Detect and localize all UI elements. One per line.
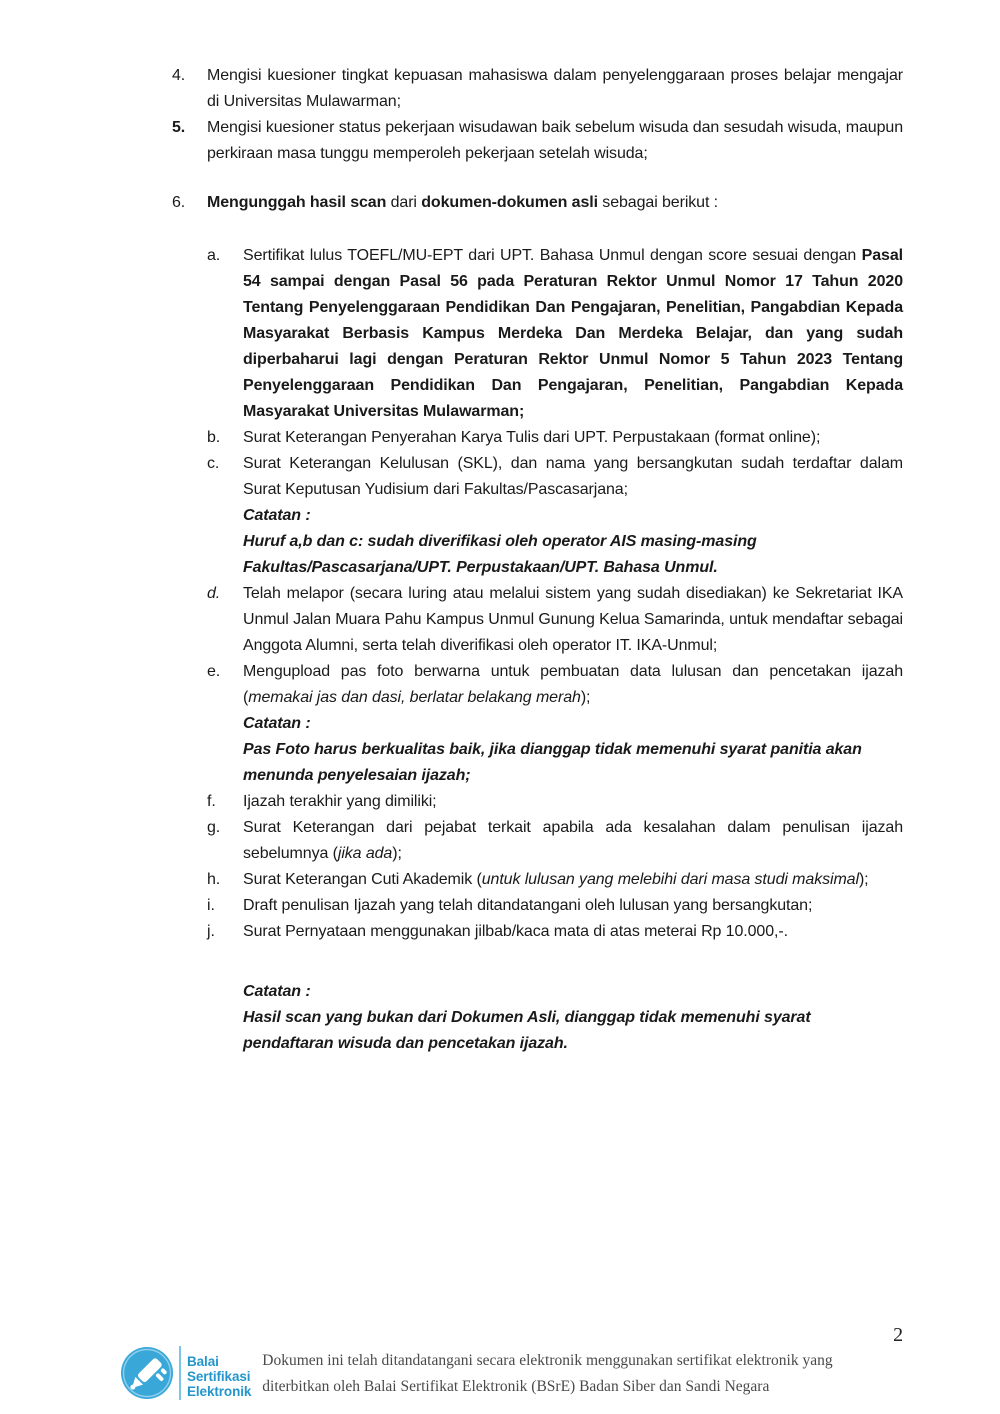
logo-separator <box>179 1346 181 1400</box>
numbered-item-marker: 4. <box>172 67 186 84</box>
text-run: memakai jas dan dasi, berlatar belakang merah <box>248 689 581 706</box>
lettered-sub-list <box>207 243 903 945</box>
text-run: Ijazah terakhir yang dimiliki; <box>243 793 437 810</box>
bsre-logo-line2: Sertifikasi <box>187 1368 251 1384</box>
closing-note-body: Hasil scan yang bukan dari Dokumen Asli, dianggap tidak memenuhi syarat pendaftaran wisuda dan pencetakan ijazah. <box>243 1009 811 1052</box>
text-run: Telah melapor (secara luring atau melalui sistem yang sudah disediakan) ke Sekretariat IKA Unmul Jalan Muara Pahu Kampus Unmul Gunung Kelua Samarinda, untuk mendaftar sebagai Anggota Alumni, serta telah diverifikasi oleh operator IT. IKA-Unmul; <box>243 585 903 654</box>
text-run: Surat Keterangan Cuti Akademik ( <box>243 871 482 888</box>
lettered-item <box>207 581 903 659</box>
lettered-item-marker: a. <box>207 247 221 264</box>
lettered-item-content <box>243 243 903 425</box>
numbered-item <box>172 115 903 167</box>
lettered-item-content <box>243 425 903 451</box>
text-run: jika ada <box>337 845 393 862</box>
electronic-signature-notice: Dokumen ini telah ditandatangani secara elektronik menggunakan sertifikat elektronik yang diterbitkan oleh Balai Sertifikat Elektronik (BSrE) Badan Siber dan Sandi Negara <box>262 1352 833 1395</box>
bsre-logo-line3: Elektronik <box>187 1383 252 1399</box>
numbered-item <box>172 63 903 115</box>
lettered-item-marker: j. <box>207 923 215 940</box>
text-run: Pasal 54 sampai dengan Pasal 56 pada Peraturan Rektor Unmul Nomor 17 Tahun 2020 Tentang Penyelenggaraan Pendidikan Dan Pengajaran, Penelitian, Pangabdian Kepada Masyarakat Berbasis Kampus Merdeka Dan Merdeka Belajar, dan yang sudah diperbaharui lagi dengan Peraturan Rektor Unmul Nomor 5 Tahun 2023 Tentang Penyelenggaraan Pendidikan Dan Pengajaran, Penelitian, Pangabdian Kepada Masyarakat Universitas Mulawarman; <box>243 247 903 420</box>
footer <box>120 1346 903 1400</box>
lettered-item-content <box>243 867 903 893</box>
text-run: Mengupload pas foto berwarna untuk pembuatan data lulusan dan pencetakan ijazah ( <box>243 663 903 706</box>
text-run: sebagai berikut : <box>597 194 719 211</box>
numbered-item-content <box>207 115 903 167</box>
text-run: Draft penulisan Ijazah yang telah ditandatangani oleh lulusan yang bersangkutan; <box>243 897 813 914</box>
lettered-item <box>207 451 903 581</box>
numbered-item-marker: 5. <box>172 119 186 136</box>
bsre-pen-icon <box>120 1346 174 1400</box>
lettered-item-marker: d. <box>207 585 221 602</box>
lettered-item-marker: g. <box>207 819 221 836</box>
page-number: 2 <box>893 1324 903 1346</box>
bsre-logo <box>120 1346 251 1400</box>
lettered-item-content <box>243 581 903 659</box>
bsre-logo-text <box>187 1348 251 1399</box>
text-run: Sertifikat lulus TOEFL/MU-EPT dari UPT. Bahasa Unmul dengan score sesuai dengan <box>243 247 862 264</box>
lettered-item <box>207 893 903 919</box>
lettered-item-marker: h. <box>207 871 221 888</box>
lettered-item <box>207 425 903 451</box>
text-run: Mengisi kuesioner status pekerjaan wisudawan baik sebelum wisuda dan sesudah wisuda, maupun perkiraan masa tunggu memperoleh pekerjaan setelah wisuda; <box>207 119 903 162</box>
lettered-item <box>207 919 903 945</box>
text-run: dokumen-dokumen asli <box>421 194 598 211</box>
lettered-item-marker: b. <box>207 429 221 446</box>
lettered-item-marker: c. <box>207 455 220 472</box>
lettered-item-content <box>243 893 903 919</box>
numbered-item-marker: 6. <box>172 194 186 211</box>
text-run: Mengisi kuesioner tingkat kepuasan mahasiswa dalam penyelenggaraan proses belajar mengajar di Universitas Mulawarman; <box>207 67 903 110</box>
document-body <box>172 63 903 1057</box>
numbered-item-content <box>207 190 903 216</box>
text-run: ); <box>858 871 869 888</box>
text-run: Surat Pernyataan menggunakan jilbab/kaca mata di atas meterai Rp 10.000,-. <box>243 923 788 940</box>
bsre-logo-line1: Balai <box>187 1353 219 1369</box>
text-run: Surat Keterangan Penyerahan Karya Tulis dari UPT. Perpustakaan (format online); <box>243 429 821 446</box>
text-run: Mengunggah hasil scan <box>207 194 387 211</box>
note-line: Pas Foto harus berkualitas baik, jika dianggap tidak memenuhi syarat panitia akan menunda penyelesaian ijazah; <box>243 741 862 784</box>
lettered-item-marker: f. <box>207 793 216 810</box>
lettered-item <box>207 659 903 789</box>
lettered-item-marker: i. <box>207 897 215 914</box>
note-line: Catatan : <box>243 507 311 524</box>
numbered-item <box>172 190 903 216</box>
lettered-item <box>207 867 903 893</box>
lettered-item-marker: e. <box>207 663 221 680</box>
lettered-item <box>207 243 903 425</box>
lettered-item-content <box>243 789 903 815</box>
lettered-item-content <box>243 659 903 789</box>
text-run: Surat Keterangan Kelulusan (SKL), dan nama yang bersangkutan sudah terdaftar dalam Surat Keputusan Yudisium dari Fakultas/Pascasarjana; <box>243 455 903 498</box>
lettered-item <box>207 815 903 867</box>
text-run: dari <box>386 194 422 211</box>
text-run: untuk lulusan yang melebihi dari masa studi maksimal <box>481 871 859 888</box>
lettered-item <box>207 789 903 815</box>
note-line: Huruf a,b dan c: sudah diverifikasi oleh operator AIS masing-masing Fakultas/Pascasarjana/UPT. Perpustakaan/UPT. Bahasa Unmul. <box>243 533 757 576</box>
text-run: ); <box>392 845 402 862</box>
text-run: ); <box>580 689 591 706</box>
lettered-item-content <box>243 815 903 867</box>
numbered-item-content <box>207 63 903 115</box>
lettered-item-content <box>243 451 903 581</box>
main-numbered-list <box>172 63 903 216</box>
lettered-item-content <box>243 919 903 945</box>
text-run: Surat Keterangan dari pejabat terkait apabila ada kesalahan dalam penulisan ijazah sebelumnya ( <box>243 819 903 862</box>
note-line: Catatan : <box>243 715 311 732</box>
closing-note-title: Catatan : <box>243 983 311 1000</box>
closing-note <box>243 979 903 1057</box>
